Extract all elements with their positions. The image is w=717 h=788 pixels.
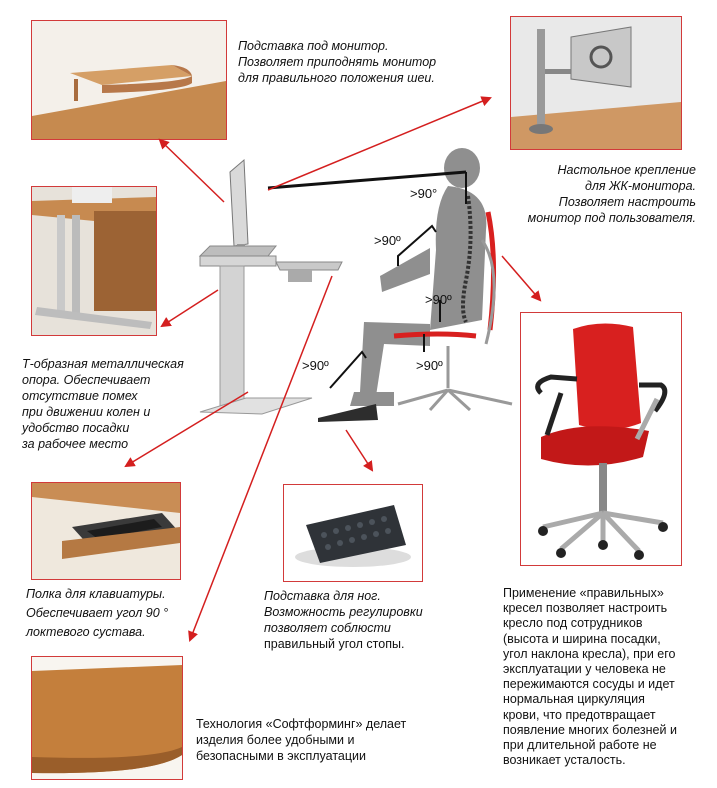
angle-mark-knee: >90º (416, 358, 443, 373)
angle-mark-elbow: >90º (374, 233, 401, 248)
arrow-to-lcd-mount (268, 98, 490, 190)
arrow-to-softforming (190, 276, 332, 640)
arrow-to-t-support (162, 290, 218, 326)
angle-mark-ankle: >90º (302, 358, 329, 373)
arrow-to-chair (502, 256, 540, 300)
keyboard-shelf-caption: Полка для клавиатуры. Обеспечивает угол 90 ° локтевого сустава. (26, 587, 169, 639)
angle-mark-sight: >90° (410, 186, 438, 201)
softforming-caption: Технология «Софтформинг» делает изделия более удобными и безопасными в эксплуатации (196, 717, 407, 763)
t-support-caption: Т-образная металлическая опора. Обеспечивает отсутствие помех при движении колен и удобство посадки за рабочее место (22, 357, 184, 451)
monitor-stand-caption: Подставка под монитор. Позволяет приподнять монитор для правильного положения шеи. (238, 39, 437, 85)
arrow-to-footrest (346, 430, 372, 470)
angle-mark-hip: >90º (425, 292, 452, 307)
lcd-mount-caption: Настольное крепление для ЖК-монитора. Позволяет настроить монитор под пользователя. (527, 163, 696, 225)
arrow-to-monitor-stand (160, 140, 224, 202)
footrest-caption: Подставка для ног. Возможность регулировки позволяет соблюсти правильный угол стопы. (264, 589, 423, 651)
chair-note-caption: Применение «правильных» кресел позволяет настроить кресло под сотрудников (высота и ширина посадки, угол наклона кресла), при его эксплуатации у человека не пережимаются сосуды и идет нормальная циркуляция крови, что предотвращает появление многих болезней и при длительной работе не возникает усталость. (503, 586, 677, 768)
